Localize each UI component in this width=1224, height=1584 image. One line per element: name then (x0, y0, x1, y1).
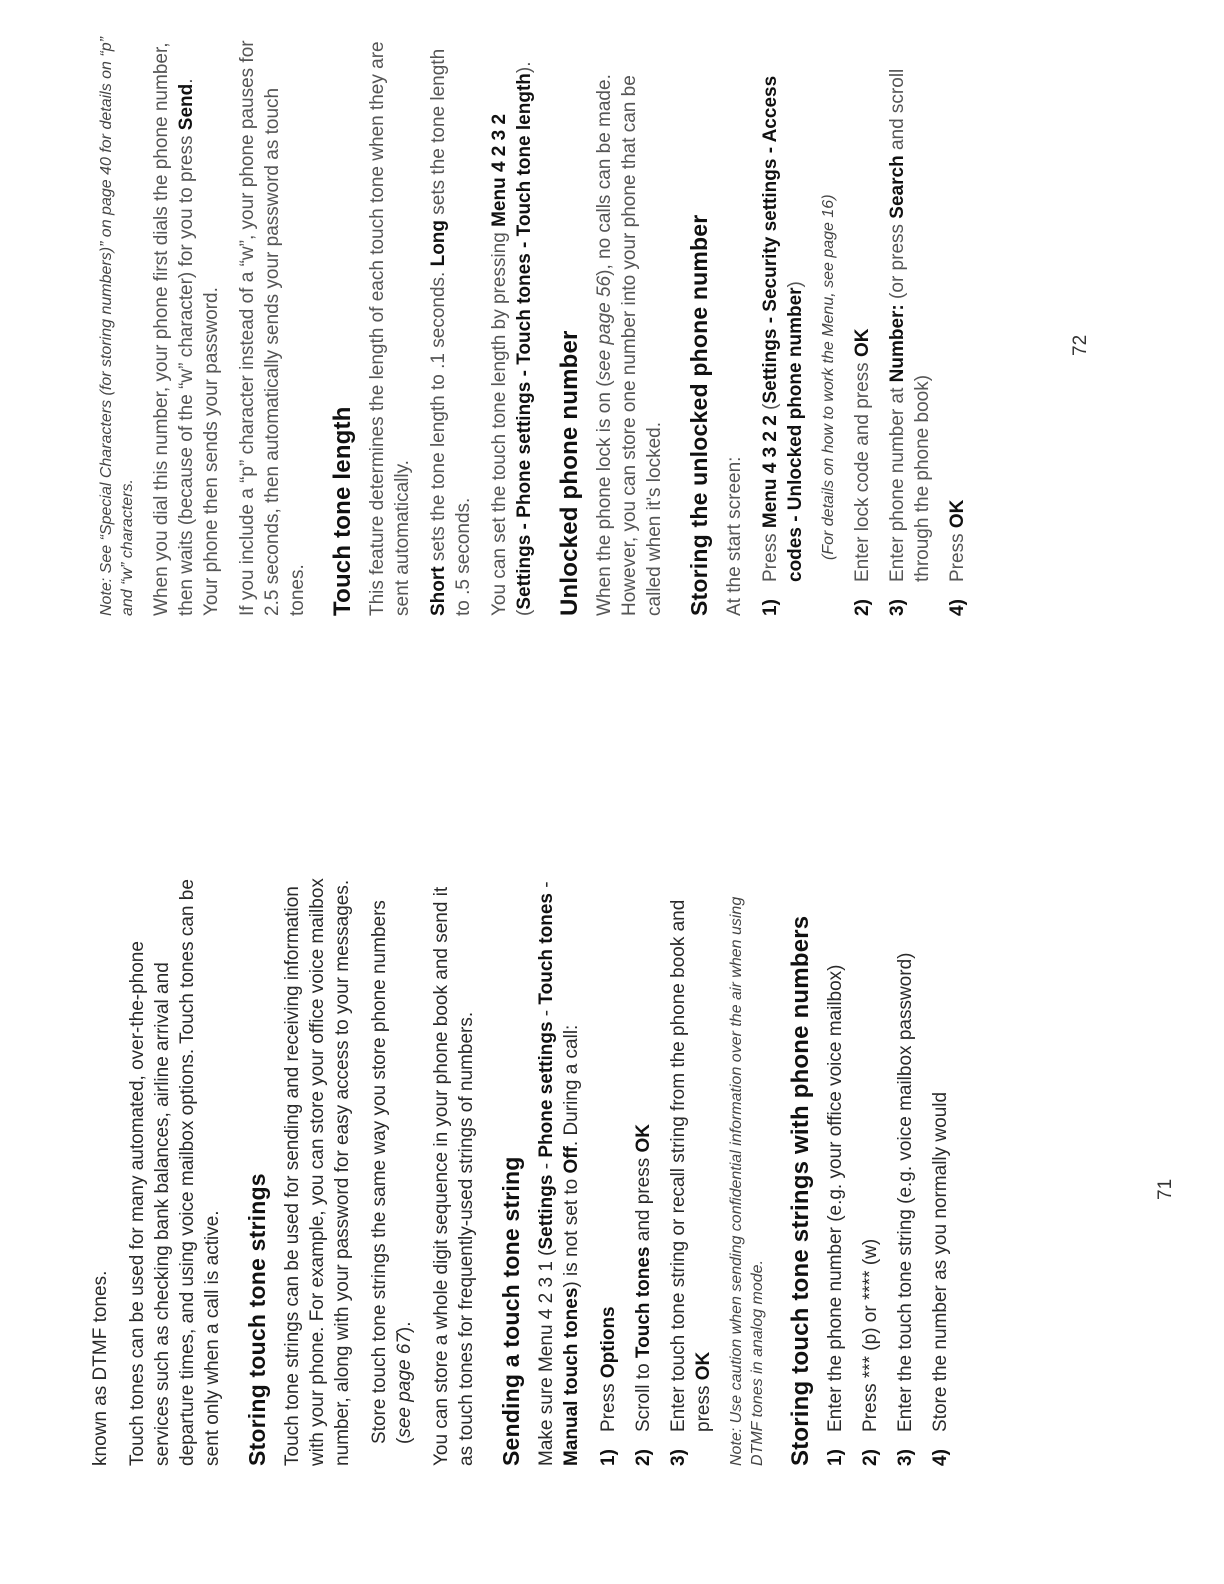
step-bold: Touch tones (633, 1246, 654, 1359)
caution-note: Note: Use caution when sending confidential information over the air when using DTMF tones in analog mode. (728, 896, 766, 1466)
step-text: Press (947, 528, 968, 582)
step-text: and scroll through the phone book) (887, 68, 933, 582)
length-heading: Touch tone length (329, 406, 356, 616)
sending-step (596, 876, 621, 1466)
send-key: Send (176, 83, 197, 131)
sending-heading: Sending a touch tone string (498, 1156, 524, 1466)
step-text: Enter the phone number (e.g. your office voice mailbox) (825, 964, 846, 1432)
storing-heading: Storing touch tone strings (244, 1173, 270, 1466)
step-text: Press (760, 528, 781, 582)
step-text: Scroll to (633, 1358, 654, 1432)
w-character-paragraph (149, 36, 224, 616)
intro-paragraph: Touch tones can be used for many automated, over-the-phone services such as checking bank balances, airline arrival and departure times, and using voice mailbox options. Touch tones can be sent only when a call is active. (127, 879, 223, 1466)
short-option: Short (428, 566, 449, 616)
length-text: ). (514, 61, 535, 74)
sending-manual-touch-tones: Manual touch tones (561, 1287, 582, 1466)
step-text: Enter touch tone string or recall string from the phone book and press (668, 899, 714, 1432)
step-text: (or press (887, 218, 908, 305)
with-numbers-step (858, 876, 883, 1466)
sep: - (536, 881, 557, 894)
page-ref-67: see page 67 (394, 1333, 415, 1438)
unlocked-heading: Unlocked phone number (556, 330, 583, 616)
step-text: and press (633, 1152, 654, 1247)
length-paragraph-3 (487, 36, 537, 616)
step-number: 4) (947, 599, 968, 616)
step-bold: Search (887, 155, 908, 219)
sending-step (666, 876, 716, 1466)
step-bold: Number: (887, 304, 908, 383)
storing-paragraph-3: You can store a whole digit sequence in your phone book and send it as touch tones for frequently-used strings of numbers. (431, 886, 477, 1466)
step-number: 3) (895, 1449, 916, 1466)
unlocked-text: When the phone lock is on ( (594, 380, 615, 616)
storing-p2-text: Store touch tone strings the same way you store phone numbers ( (369, 900, 415, 1444)
menu-path: Menu 4 2 3 2 (489, 113, 510, 227)
storing-unlocked-heading: Storing the unlocked phone number (686, 214, 712, 616)
step-text: Enter the touch tone string (e.g. voice mailbox password) (895, 952, 916, 1432)
length-text: ( (514, 609, 535, 616)
with-numbers-step (893, 876, 918, 1466)
step-bold: OK (947, 499, 968, 529)
with-numbers-heading: Storing touch tone strings with phone numbers (787, 915, 814, 1466)
step-number: 1) (760, 599, 781, 616)
unlocked-paragraph (592, 36, 667, 616)
step-number: 1) (825, 1449, 846, 1466)
intro-tail: known as DTMF tones. (90, 1270, 111, 1466)
sending-paragraph (534, 876, 584, 1466)
step-text: Press (598, 1378, 619, 1432)
step-bold: OK (852, 328, 873, 358)
left-page-column (88, 876, 963, 1466)
w-text: When you dial this number, your phone first dials the phone number, then waits (because of the “w” character) for you to press (151, 42, 197, 616)
menu-help-note: (For details on how to work the Menu, see page 16) (820, 194, 837, 560)
unlocked-step (945, 36, 970, 616)
unlocked-step (758, 36, 808, 616)
storing-p2-end: ). (394, 1321, 415, 1334)
unlocked-step (885, 36, 935, 616)
with-numbers-step (928, 876, 953, 1466)
step-text: ) (785, 281, 806, 288)
sending-touch-tones: Touch tones (536, 893, 557, 1005)
storing-paragraph-1: Touch tone strings can be used for sending and receiving information with your phone. For example, you can store your office voice mailbox number, along with your password for easy access to your messages. (282, 878, 353, 1466)
sending-text: ) is not set to (561, 1173, 582, 1288)
unlocked-step (850, 36, 875, 616)
special-characters-note: Note: See “Special Characters (for storing numbers)” on page 40 for details on “p” and “w” characters. (98, 37, 136, 616)
settings-path: Settings - Security settings - Access codes - Unlocked phone number (760, 75, 806, 582)
page-number-right: 72 (1070, 334, 1091, 356)
step-text: Enter phone number at (887, 382, 908, 582)
sep: - (536, 1004, 557, 1022)
sending-settings: Settings (536, 1174, 557, 1250)
step-number: 2) (633, 1449, 654, 1466)
sep: - (536, 1157, 557, 1175)
step-text: Enter lock code and press (852, 357, 873, 582)
step-bold: OK (633, 1124, 654, 1153)
length-text: sets the tone length to .5 seconds. (428, 48, 474, 616)
page-ref-56: see page 56 (594, 275, 615, 381)
storing-paragraph-2 (367, 876, 417, 1466)
right-page-column (96, 36, 980, 616)
sending-step (631, 876, 656, 1466)
w-text-end: . Your phone then sends your password. (176, 78, 222, 616)
p-character-paragraph: If you include a “p” character instead of a “w”, your phone pauses for 2.5 seconds, then automatically sends your password as touch tones. (237, 40, 308, 616)
long-option: Long (428, 219, 449, 267)
step-text: Press *** (p) or **** (w) (860, 1238, 881, 1432)
step-number: 3) (887, 599, 908, 616)
sending-text: . During a call: (561, 1024, 582, 1147)
step-bold: Options (598, 1306, 619, 1379)
sending-phone-settings: Phone settings (536, 1021, 557, 1158)
step-number: 1) (598, 1449, 619, 1466)
with-numbers-step (823, 876, 848, 1466)
step-number: 2) (852, 599, 873, 616)
step-number: 2) (860, 1449, 881, 1466)
step-text: ( (760, 403, 781, 416)
step-text: Store the number as you normally would (930, 1091, 951, 1432)
length-text: sets the tone length to .1 seconds. (428, 266, 449, 567)
length-paragraph-1: This feature determines the length of each touch tone when they are sent automatically. (367, 41, 413, 616)
settings-path: Settings - Phone settings - Touch tones - Touch tone length (514, 73, 535, 610)
unlocked-text: ), no calls can be made. However, you can store one number into your phone that can be called when it’s locked. (594, 74, 665, 616)
step-bold: OK (693, 1351, 714, 1381)
length-text: You can set the touch tone length by pressing (489, 226, 510, 616)
page-number-left: 71 (1155, 1178, 1176, 1200)
menu-path: Menu 4 3 2 2 (760, 415, 781, 529)
step-number: 4) (930, 1449, 951, 1466)
length-paragraph-2 (426, 36, 476, 616)
step-number: 3) (668, 1449, 689, 1466)
sending-text: Make sure Menu 4 2 3 1 ( (536, 1249, 557, 1466)
start-screen-text: At the start screen: (724, 456, 745, 616)
sending-off: Off (561, 1146, 582, 1174)
